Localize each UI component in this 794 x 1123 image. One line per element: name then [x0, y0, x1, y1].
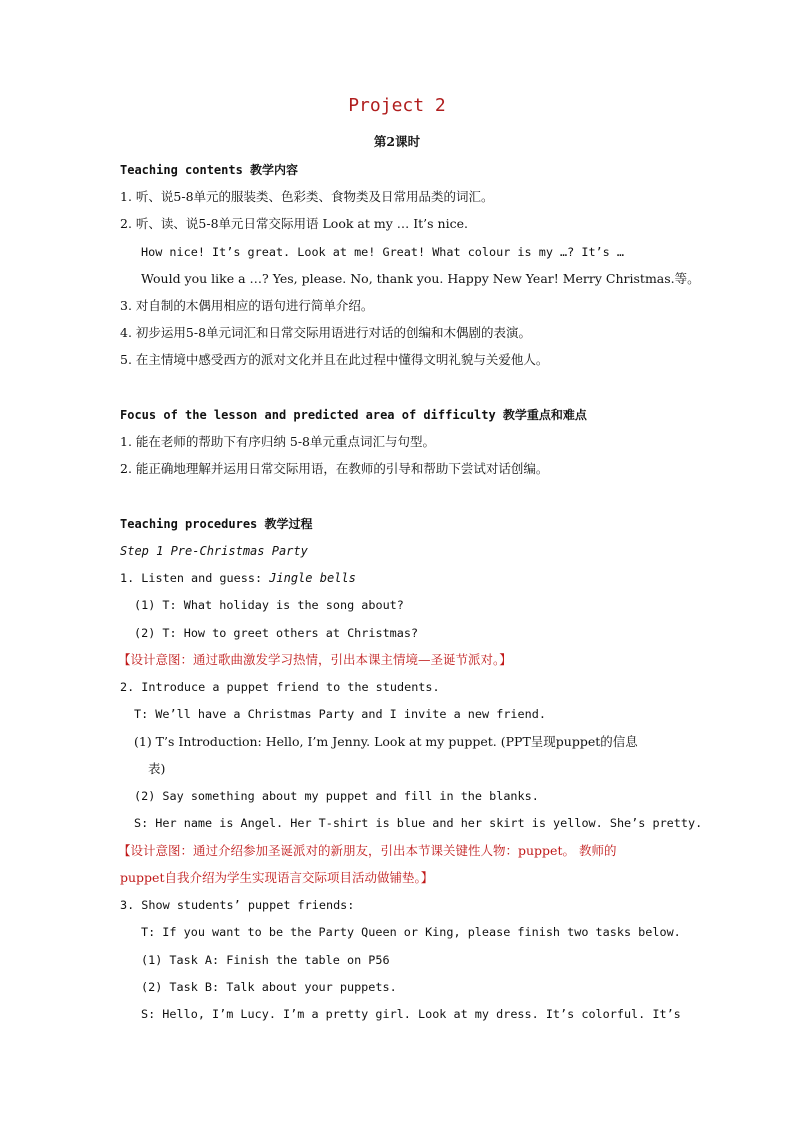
- procedure-item: 3. Show students’ puppet friends:: [120, 898, 355, 912]
- page-title: Project 2: [348, 95, 446, 116]
- procedures-heading: Teaching procedures 教学过程: [120, 517, 313, 531]
- listen-guess-label: 1. Listen and guess:: [120, 571, 270, 585]
- procedure-subitem: 表): [148, 761, 166, 776]
- focus-heading: Focus of the lesson and predicted area of difficulty 教学重点和难点: [120, 408, 587, 422]
- procedure-subitem: S: Her name is Angel. Her T-shirt is blue and her skirt is yellow. She’s pretty.: [134, 816, 703, 830]
- design-intent-note: 【设计意图：通过介绍参加圣诞派对的新朋友，引出本节课关键性人物：puppet。 教师的: [118, 843, 617, 858]
- procedure-item: 2. Introduce a puppet friend to the students.: [120, 680, 440, 694]
- song-title: Jingle bells: [269, 571, 356, 585]
- contents-item: 5. 在主情境中感受西方的派对文化并且在此过程中懂得文明礼貌与关爱他人。: [120, 352, 549, 367]
- contents-item: 3. 对自制的木偶用相应的语句进行简单介绍。: [120, 298, 374, 313]
- procedure-subitem: (1) T’s Introduction: Hello, I’m Jenny. Look at my puppet. (PPT呈现puppet的信息: [134, 734, 638, 749]
- contents-item: How nice! It’s great. Look at me! Great! What colour is my …? It’s …: [141, 245, 624, 259]
- procedure-subitem: S: Hello, I’m Lucy. I’m a pretty girl. Look at my dress. It’s colorful. It’s: [141, 1007, 681, 1021]
- lesson-subtitle: 第2课时: [373, 134, 421, 149]
- contents-item: Would you like a …? Yes, please. No, thank you. Happy New Year! Merry Christmas.等。: [141, 271, 700, 286]
- focus-item: 1. 能在老师的帮助下有序归纳 5-8单元重点词汇与句型。: [120, 434, 436, 449]
- design-intent-note: puppet自我介绍为学生实现语言交际项目活动做铺垫。】: [120, 870, 434, 885]
- procedure-subitem: (1) T: What holiday is the song about?: [134, 598, 404, 612]
- procedure-subitem: (2) Task B: Talk about your puppets.: [141, 980, 397, 994]
- procedure-item: [120, 569, 356, 587]
- procedure-subitem: (2) T: How to greet others at Christmas?: [134, 626, 419, 640]
- step-1-heading: Step 1 Pre-Christmas Party: [120, 544, 308, 558]
- focus-item: 2. 能正确地理解并运用日常交际用语，在教师的引导和帮助下尝试对话创编。: [120, 461, 549, 476]
- procedure-subitem: (1) Task A: Finish the table on P56: [141, 953, 390, 967]
- procedure-subitem: T: We’ll have a Christmas Party and I invite a new friend.: [134, 707, 546, 721]
- contents-item: 4. 初步运用5-8单元词汇和日常交际用语进行对话的创编和木偶剧的表演。: [120, 325, 532, 340]
- procedure-subitem: T: If you want to be the Party Queen or King, please finish two tasks below.: [141, 925, 681, 939]
- contents-item: 2. 听、读、说5-8单元日常交际用语 Look at my … It’s nice.: [120, 216, 468, 231]
- contents-heading: Teaching contents 教学内容: [120, 163, 299, 177]
- procedure-subitem: (2) Say something about my puppet and fill in the blanks.: [134, 789, 539, 803]
- design-intent-note: 【设计意图：通过歌曲激发学习热情，引出本课主情境—圣诞节派对。】: [118, 652, 512, 667]
- contents-item: 1. 听、说5-8单元的服装类、色彩类、食物类及日常用品类的词汇。: [120, 189, 494, 204]
